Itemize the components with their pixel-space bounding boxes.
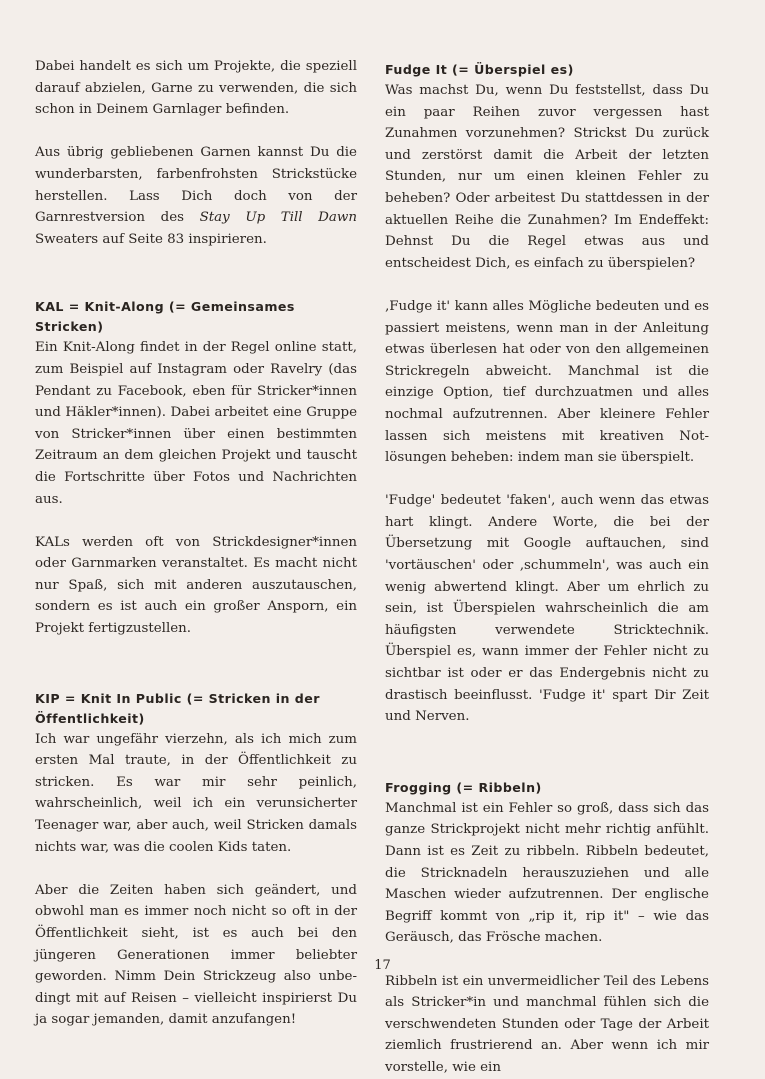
intro-paragraph-1: Dabei handelt es sich um Projekte, die speziell darauf abzielen, Garne zu verwenden, die sich schon in Deinem Garnlager befinden. <box>35 59 357 118</box>
fudge-paragraph-1: Was machst Du, wenn Du feststellst, dass Du ein paar Reihen zuvor vergessen hast Zunahmen vorzunehmen? Strickst Du zurück und zerstörst damit die Arbeit der letzten Stunden, nur um einen kleinen Fehler zu beheben? Oder arbeitest Du stattdessen in der aktuellen Reihe die Zunahmen? Im Endeffekt: Dehnst Du die Regel etwas aus und entscheidest Dich, es einfach zu überspielen? <box>385 83 709 271</box>
fudge-paragraph-3: 'Fudge' bedeutet 'faken', auch wenn das etwas hart klingt. Andere Worte, die bei der Übersetzung mit Google auftauchen, sind 'vortäuschen' oder ‚schummeln', was auch ein wenig abwertend klingt. Aber um ehrlich zu sein, ist Überspielen wahrscheinlich die am häufigsten verwendete Stricktechnik. Überspiel es, wann immer der Fehler nicht zu sichtbar ist oder er das Endergebnis nicht zu drastisch beeinflusst. 'Fudge it' spart Dir Zeit und Nerven. <box>385 493 709 725</box>
fudge-paragraph-2: ‚Fudge it' kann alles Mögliche bedeuten und es passiert meistens, wenn man in der Anleitung etwas überlesen hat oder von den allgemeinen Strickregeln abweicht. Manchmal ist die einzige Option, tief durchzuatmen und alles nochmal aufzutrennen. Aber kleinere Fehler lassen sich meistens mit kreativen Notlösungen beheben: indem man sie überspielt. <box>385 298 709 466</box>
kip-paragraph-1: Ich war ungefähr vierzehn, als ich mich zum ersten Mal traute, in der Öffentlichkeit zu stricken. Es war mir sehr peinlich, wahrscheinlich, weil ich ein verunsicherter Teenager war, aber auch, weil Stricken damals nichts war, was die coolen Kids taten. <box>35 731 357 855</box>
page-number: 17 <box>374 958 391 973</box>
kal-paragraph-2: KALs werden oft von Strickdesigner*innen oder Garnmarken veranstaltet. Es macht nicht nur Spaß, sich mit anderen auszutauschen, sondern es ist auch ein großer Ansporn, ein Projekt fertigzustellen. <box>35 534 357 637</box>
kal-paragraph-1: Ein Knit-Along findet in der Regel online statt, zum Beispiel auf Instagram oder Ravelry (das Pendant zu Facebook, eben für Stricker*innen und Häkler*innen). Dabei arbeitet eine Gruppe von Stricker*innen über einen bestimmten Zeitraum an dem gleichen Projekt und tauscht die Fortschritte über Fotos und Nachrichten aus. <box>35 340 357 507</box>
kip-heading: KIP = Knit In Public (= Stricken in der Öffentlichkeit) <box>35 690 320 726</box>
frogging-heading: Frogging (= Ribbeln) <box>385 779 542 795</box>
frogging-paragraph-2: Ribbeln ist ein unvermeidlicher Teil des Lebens als Stricker*in und manchmal fühlen sich die verschwendeten Stunden oder Tage der Arbeit ziemlich frustrierend an. Aber wenn ich mir vorstelle, wie ein <box>385 973 709 1075</box>
fudge-heading: Fudge It (= Überspiel es) <box>385 62 574 77</box>
right-column <box>385 56 709 1079</box>
kal-heading: KAL = Knit-Along (= Gemeinsames Stricken) <box>35 299 295 335</box>
frogging-paragraph-1: Manchmal ist ein Fehler so groß, dass sich das ganze Strickprojekt nicht mehr richtig anfühlt. Dann ist es Zeit zu ribbeln. Ribbeln bedeutet, die Stricknadeln herauszuziehen und alle Maschen wieder aufzutrennen. Der englische Begriff kommt von „rip it, rip it" – wie das Geräusch, das Frösche machen. <box>385 800 709 946</box>
intro-paragraph-2: Aus übrig gebliebenen Garnen kannst Du die wunderbarsten, farbenfrohsten Strickstücke herstellen. Lass Dich doch von der Garnrestversion des Stay Up Till Dawn Sweaters auf Seite 83 inspirieren. <box>35 145 357 247</box>
kip-paragraph-2: Aber die Zeiten haben sich geändert, und obwohl man es immer noch nicht so oft in der Öffentlichkeit sieht, ist es auch bei den jüngeren Generationen immer beliebter geworden. Nimm Dein Strickzeug also unbedingt mit auf Reisen – vielleicht inspirierst Du ja sogar jemanden, damit anzufangen! <box>35 882 357 1028</box>
sweater-title: Stay Up Till Dawn <box>199 210 357 226</box>
left-column <box>35 56 357 1031</box>
